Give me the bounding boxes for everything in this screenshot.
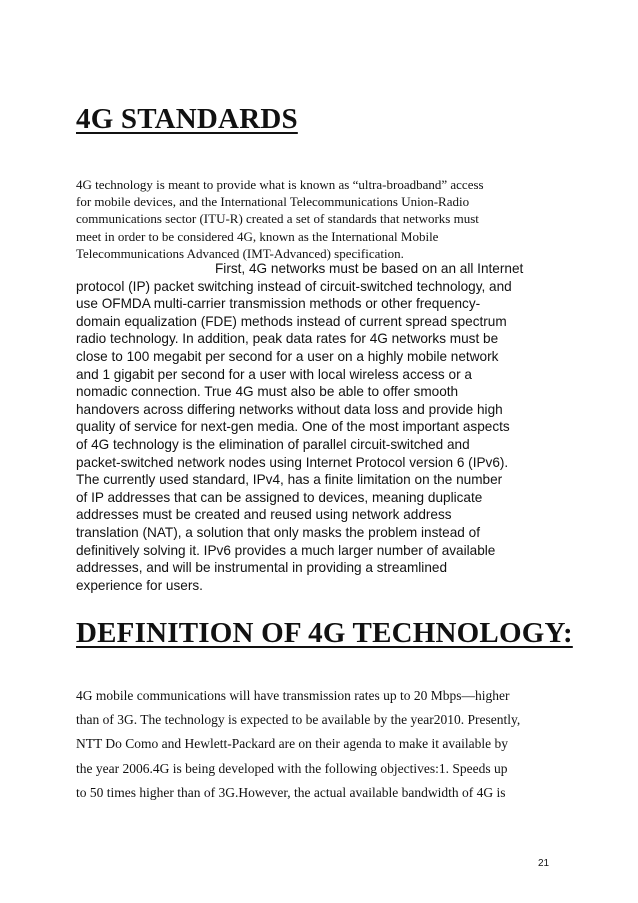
text-line: Telecommunications Advanced (IMT-Advanced) specification. xyxy=(76,245,404,261)
text-line: definitively solving it. IPv6 provides a much larger number of available xyxy=(76,542,496,558)
text-line: of 4G technology is the elimination of parallel circuit-switched and xyxy=(76,436,470,452)
text-line: radio technology. In addition, peak data rates for 4G networks must be xyxy=(76,331,499,347)
text-line: experience for users. xyxy=(76,577,203,593)
text-line: nomadic connection. True 4G must also be able to offer smooth xyxy=(76,384,459,400)
text-line: protocol (IP) packet switching instead of circuit-switched technology, and xyxy=(76,278,512,294)
text-line: First, 4G networks must be based on an all Internet xyxy=(215,261,524,276)
paragraph-intro xyxy=(76,176,556,262)
text-line: The currently used standard, IPv4, has a finite limitation on the number xyxy=(76,472,503,488)
text-line: and 1 gigabit per second for a user with local wireless access or a xyxy=(76,366,472,382)
text-line: communications sector (ITU-R) created a set of standards that networks must xyxy=(76,211,479,227)
text-line: of IP addresses that can be assigned to devices, meaning duplicate xyxy=(76,489,483,505)
text-line: handovers across differing networks without data loss and provide high xyxy=(76,401,503,417)
paragraph-definition xyxy=(76,684,566,805)
text-line: addresses, and will be instrumental in providing a streamlined xyxy=(76,560,448,576)
text-line: NTT Do Como and Hewlett-Packard are on their agenda to make it available by xyxy=(76,736,508,752)
text-line: to 50 times higher than of 3G.However, the actual available bandwidth of 4G is xyxy=(76,784,506,800)
text-line: domain equalization (FDE) methods instead of current spread spectrum xyxy=(76,313,507,329)
heading-4g-standards: 4G STANDARDS xyxy=(76,103,298,135)
text-line: 4G technology is meant to provide what is known as “ultra-broadband” access xyxy=(76,177,484,192)
text-line: translation (NAT), a solution that only masks the problem instead of xyxy=(76,524,480,540)
page-number: 21 xyxy=(538,858,550,869)
text-line: than of 3G. The technology is expected to be available by the year2010. Presently, xyxy=(76,712,521,728)
text-line: 4G mobile communications will have transmission rates up to 20 Mbps—higher xyxy=(76,688,510,703)
paragraph-requirements xyxy=(76,260,576,594)
text-line: packet-switched network nodes using Internet Protocol version 6 (IPv6). xyxy=(76,454,509,470)
text-line: close to 100 megabit per second for a user on a highly mobile network xyxy=(76,348,499,364)
text-line: quality of service for next-gen media. One of the most important aspects xyxy=(76,419,510,435)
text-line: use OFMDA multi-carrier transmission methods or other frequency- xyxy=(76,296,481,312)
text-line: for mobile devices, and the International Telecommunications Union-Radio xyxy=(76,194,470,210)
text-line: addresses must be created and reused using network address xyxy=(76,507,452,523)
heading-definition: DEFINITION OF 4G TECHNOLOGY: xyxy=(76,617,573,649)
text-line: the year 2006.4G is being developed with the following objectives:1. Speeds up xyxy=(76,760,508,776)
text-line: meet in order to be considered 4G, known as the International Mobile xyxy=(76,228,439,244)
